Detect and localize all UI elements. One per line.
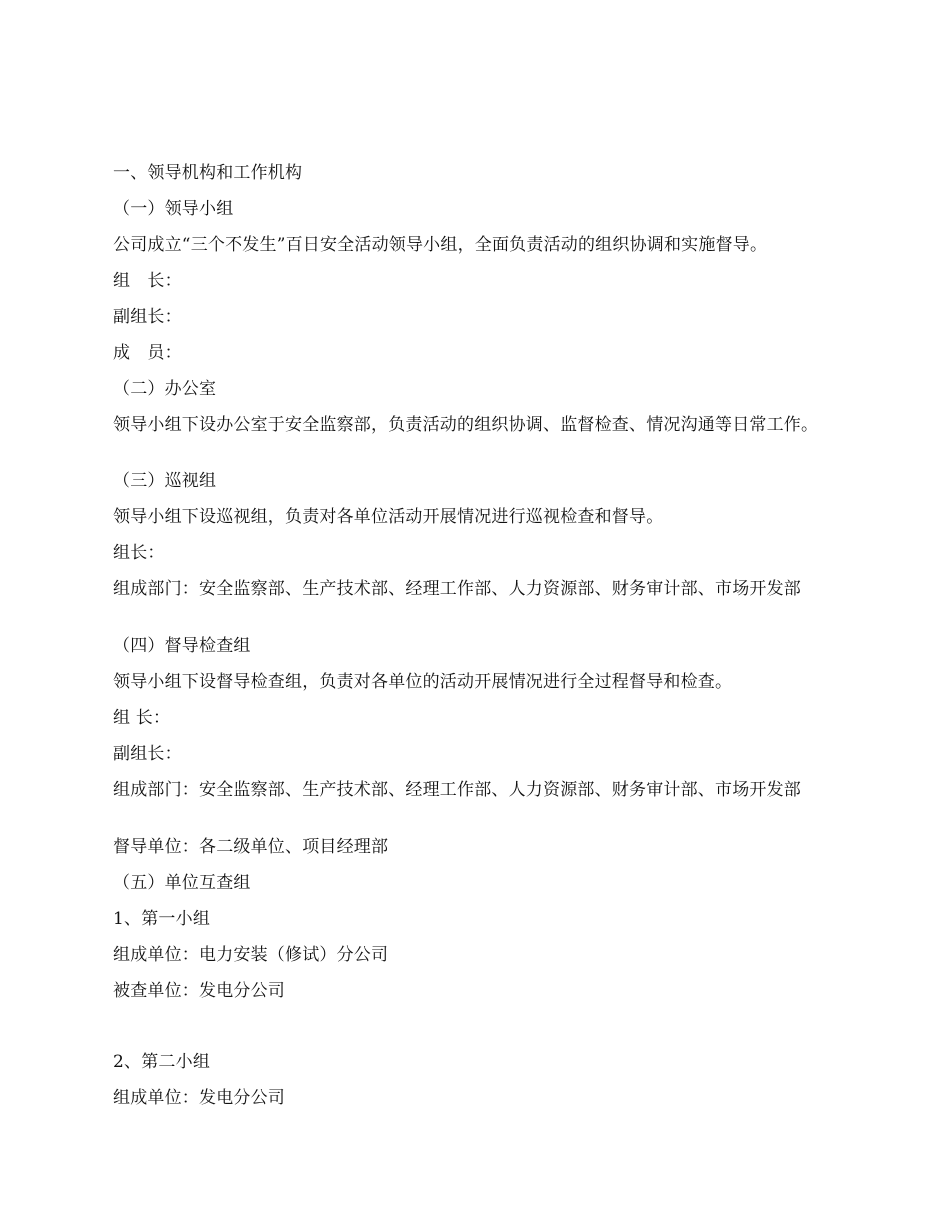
field-line: 组 长：	[113, 271, 182, 291]
paragraph: 领导小组下设督导检查组，负责对各单位的活动开展情况进行全过程督导和检查。	[113, 672, 733, 692]
field-line: 副组长：	[113, 744, 182, 764]
field-line: 组长：	[113, 543, 165, 563]
field-line: 组 长：	[113, 708, 171, 728]
field-line: 督导单位：各二级单位、项目经理部	[113, 837, 389, 857]
subsection-heading: （三）巡视组	[113, 471, 217, 491]
field-line: 组成单位：发电分公司	[113, 1088, 285, 1108]
paragraph: 领导小组下设巡视组，负责对各单位活动开展情况进行巡视检查和督导。	[113, 507, 664, 527]
paragraph: 组成部门：安全监察部、生产技术部、经理工作部、人力资源部、财务审计部、市场开发部	[113, 579, 801, 599]
paragraph: 领导小组下设办公室于安全监察部，负责活动的组织协调、监督检查、情况沟通等日常工作。	[113, 415, 819, 435]
subsection-heading: （一）领导小组	[113, 199, 234, 219]
section-heading: 一、领导机构和工作机构	[113, 163, 303, 183]
paragraph: 组成部门：安全监察部、生产技术部、经理工作部、人力资源部、财务审计部、市场开发部	[113, 780, 801, 800]
subsection-heading: （二）办公室	[113, 379, 217, 399]
subsection-heading: （四）督导检查组	[113, 636, 251, 656]
field-line: 成 员：	[113, 343, 182, 363]
paragraph: 公司成立“三个不发生”百日安全活动领导小组，全面负责活动的组织协调和实施督导。	[113, 235, 768, 255]
field-line: 被查单位：发电分公司	[113, 981, 285, 1001]
list-item: 2、第二小组	[113, 1052, 211, 1072]
field-line: 组成单位：电力安装（修试）分公司	[113, 945, 389, 965]
subsection-heading: （五）单位互查组	[113, 873, 251, 893]
field-line: 副组长：	[113, 307, 182, 327]
list-item: 1、第一小组	[113, 909, 211, 929]
